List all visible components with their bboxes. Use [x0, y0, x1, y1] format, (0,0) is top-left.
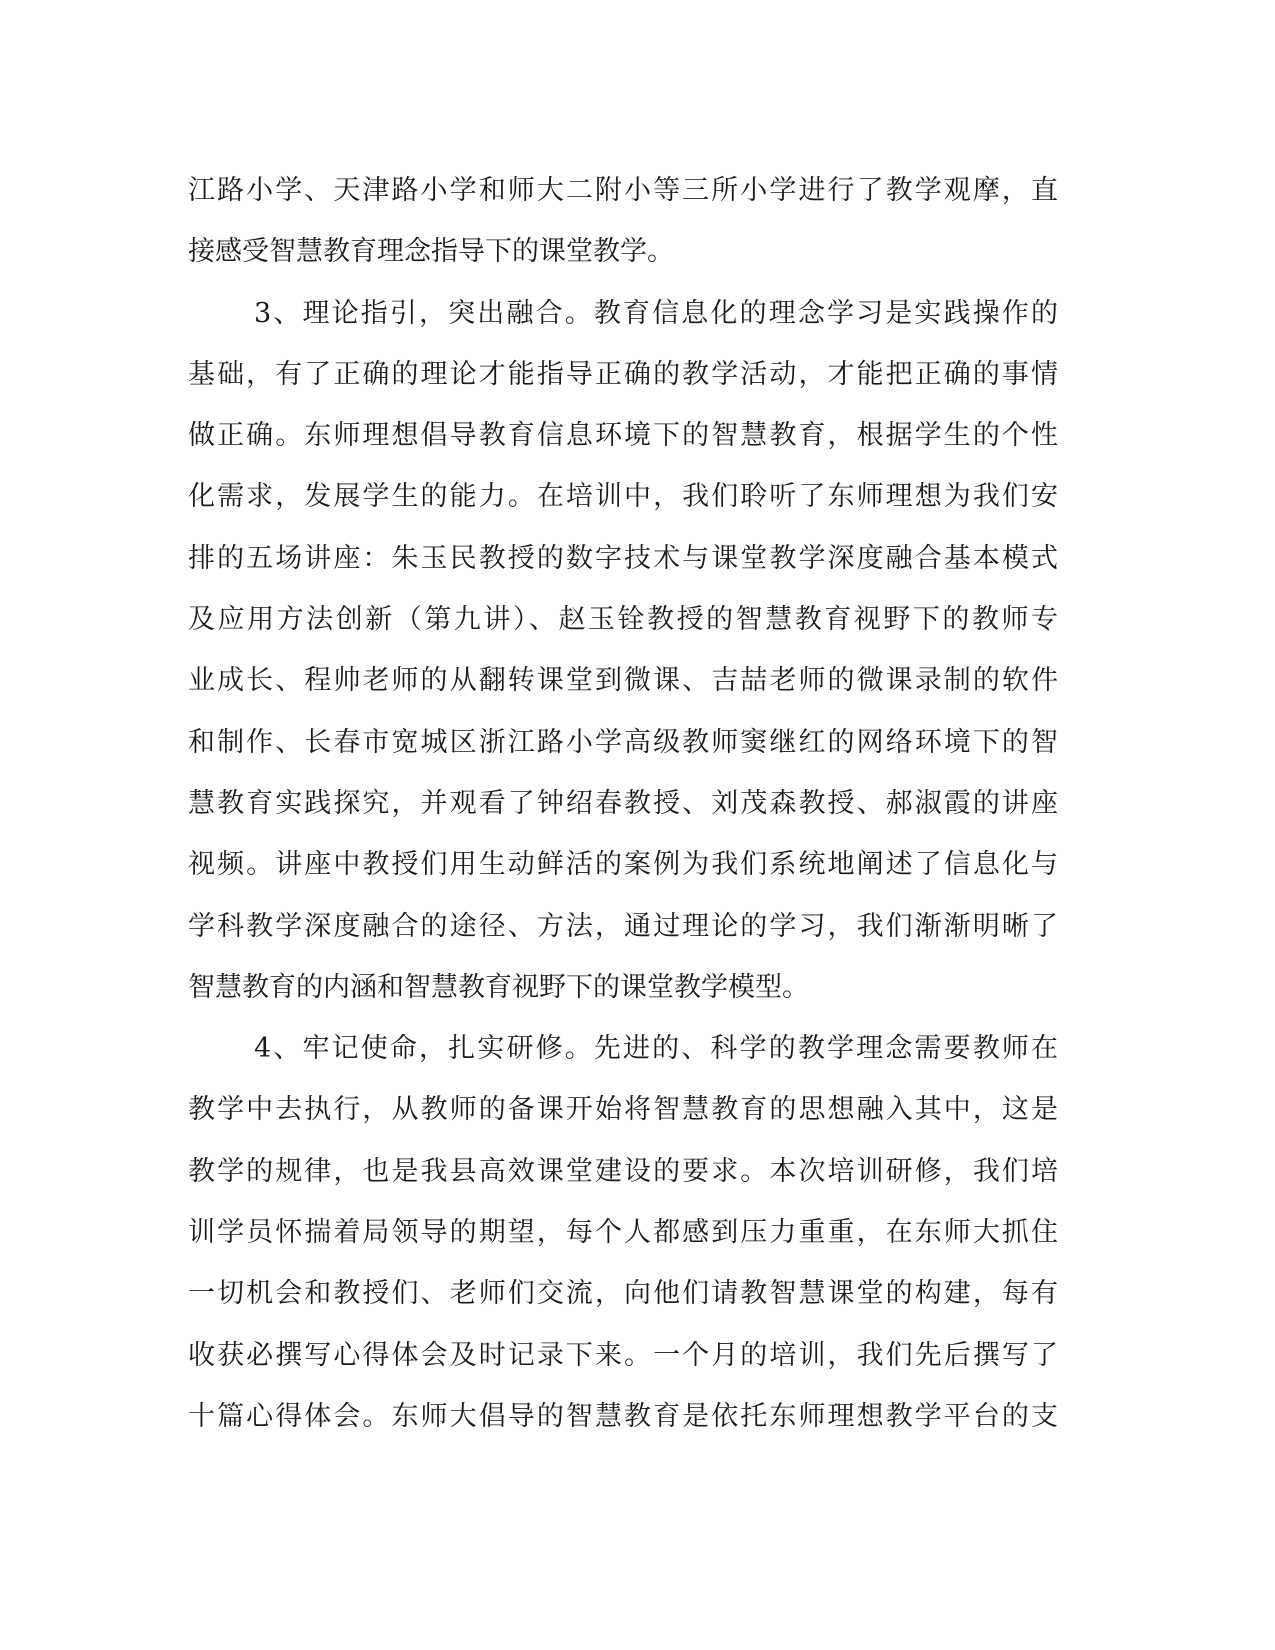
text-line: 一切机会和教授们、老师们交流，向他们请教智慧课堂的构建，每有 — [188, 1278, 1058, 1310]
text-line: 视频。讲座中教授们用生动鲜活的案例为我们系统地阐述了信息化与 — [188, 849, 1058, 881]
text-line: 教学的规律，也是我县高效课堂建设的要求。本次培训研修，我们培 — [188, 1155, 1058, 1187]
body-text — [188, 160, 1058, 1447]
text-line: 教学中去执行，从教师的备课开始将智慧教育的思想融入其中，这是 — [188, 1094, 1058, 1126]
text-line: 化需求，发展学生的能力。在培训中，我们聆听了东师理想为我们安 — [188, 481, 1058, 513]
text-line: 4、牢记使命，扎实研修。先进的、科学的教学理念需要教师在 — [254, 1033, 1058, 1065]
text-line: 排的五场讲座：朱玉民教授的数字技术与课堂教学深度融合基本模式 — [188, 542, 1058, 574]
text-line: 做正确。东师理想倡导教育信息环境下的智慧教育，根据学生的个性 — [188, 420, 1058, 452]
text-line: 基础，有了正确的理论才能指导正确的教学活动，才能把正确的事情 — [188, 358, 1058, 390]
paragraph-2 — [188, 283, 1058, 1019]
text-line: 学科教学深度融合的途径、方法，通过理论的学习，我们渐渐明晰了 — [188, 910, 1058, 942]
text-line: 业成长、程帅老师的从翻转课堂到微课、吉喆老师的微课录制的软件 — [188, 665, 1058, 697]
text-line: 和制作、长春市宽城区浙江路小学高级教师窦继红的网络环境下的智 — [188, 726, 1058, 758]
paragraph-1 — [188, 160, 1058, 283]
text-line: 收获必撰写心得体会及时记录下来。一个月的培训，我们先后撰写了 — [188, 1339, 1058, 1371]
text-line: 十篇心得体会。东师大倡导的智慧教育是依托东师理想教学平台的支 — [188, 1400, 1058, 1432]
text-line: 慧教育实践探究，并观看了钟绍春教授、刘茂森教授、郝淑霞的讲座 — [188, 787, 1058, 819]
text-line: 江路小学、天津路小学和师大二附小等三所小学进行了教学观摩，直 — [188, 175, 1058, 206]
text-line: 接感受智慧教育理念指导下的课堂教学。 — [188, 236, 674, 268]
text-line: 及应用方法创新（第九讲）、赵玉铨教授的智慧教育视野下的教师专 — [188, 604, 1058, 636]
text-line: 3、理论指引，突出融合。教育信息化的理念学习是实践操作的 — [254, 297, 1058, 329]
text-line: 训学员怀揣着局领导的期望，每个人都感到压力重重，在东师大抓住 — [188, 1217, 1058, 1249]
paragraph-3 — [188, 1018, 1058, 1447]
text-line: 智慧教育的内涵和智慧教育视野下的课堂教学模型。 — [188, 971, 809, 1003]
